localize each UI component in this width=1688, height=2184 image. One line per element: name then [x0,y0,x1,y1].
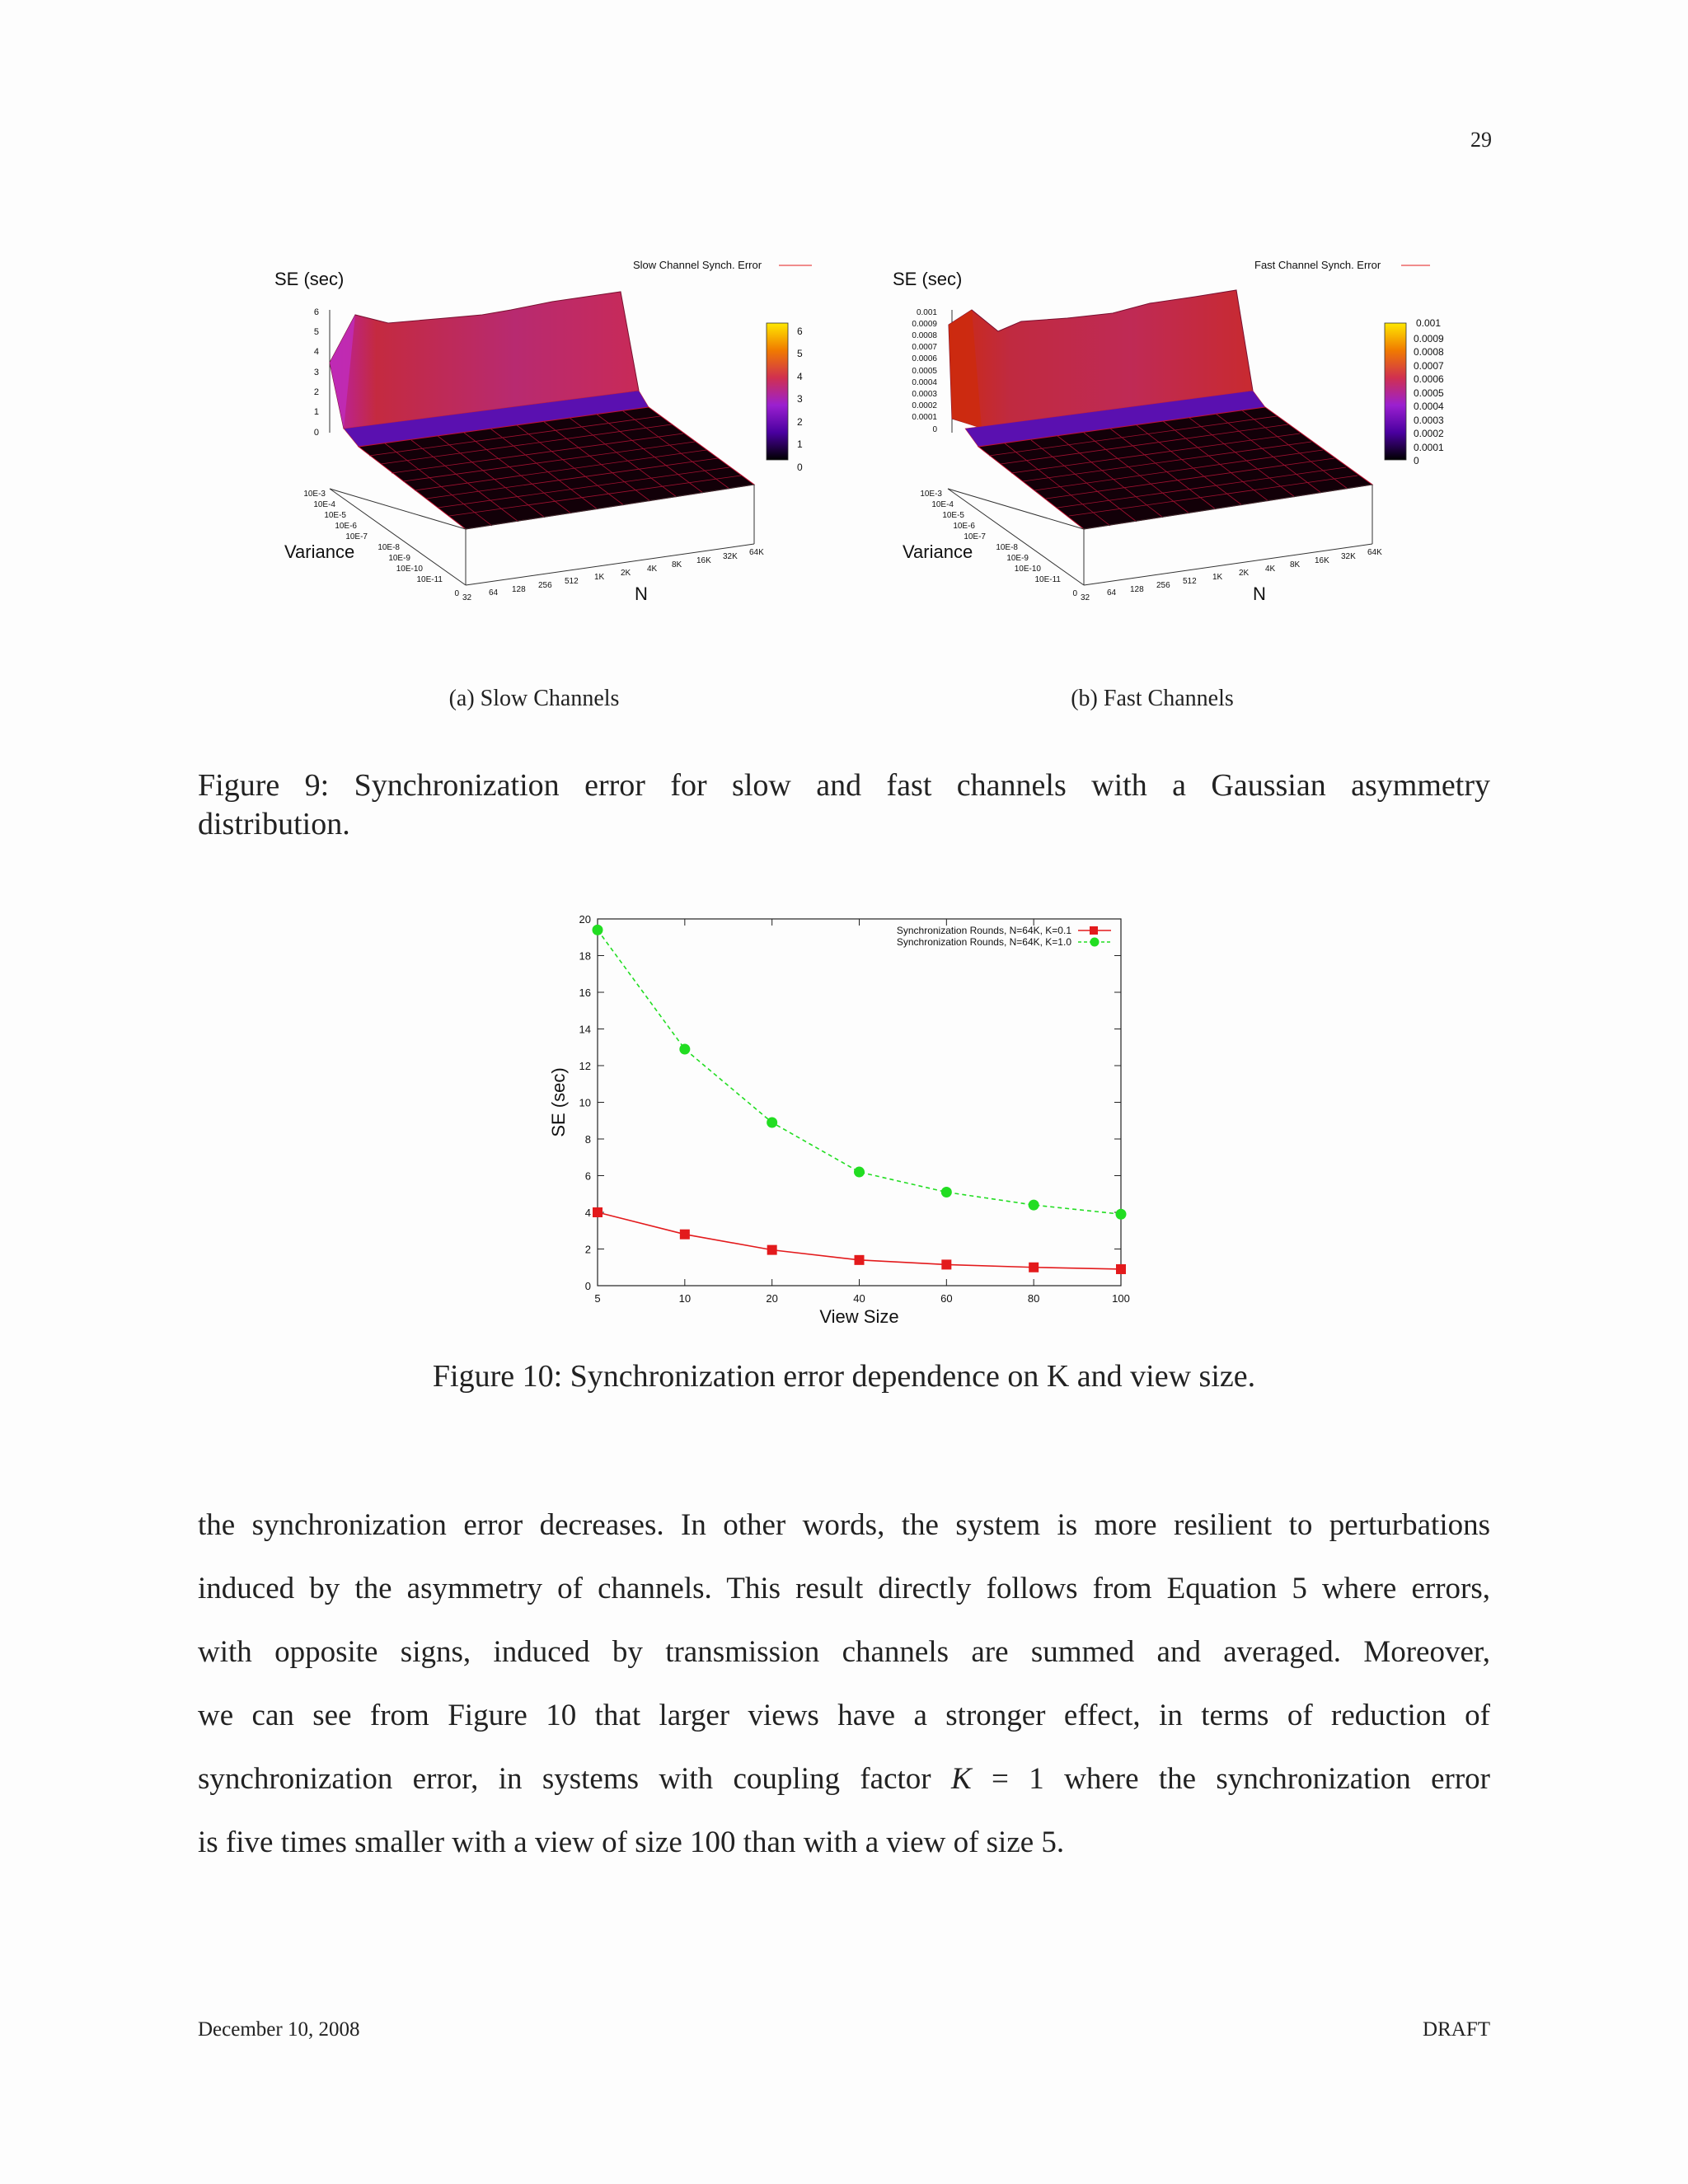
body-line-2: induced by the asymmetry of channels. This result directly follows from Equation 5 where errors, [198,1572,1490,1605]
svg-text:0.0004: 0.0004 [912,378,937,387]
svg-text:512: 512 [565,577,579,586]
svg-text:8K: 8K [1290,560,1301,569]
y-tick-label: 8 [584,1133,591,1146]
body-line-5-b: where the synchronization error [1064,1762,1491,1796]
svg-text:0.0009: 0.0009 [1414,333,1444,344]
data-point-k10 [1029,1200,1039,1211]
data-point-k10 [767,1117,777,1127]
figure9-caption-line2: distribution. [198,807,350,841]
y-tick-label: 0 [584,1280,591,1292]
svg-text:10E-11: 10E-11 [1034,575,1061,584]
body-line-4: we can see from Figure 10 that larger views have a stronger effect, in terms of reduction of [198,1699,1490,1732]
y-tick-label: 2 [584,1243,591,1256]
svg-text:1: 1 [797,438,803,450]
figure10-caption: Figure 10: Synchronization error dependence on K and view size. [432,1359,1256,1394]
data-point-k01 [680,1230,690,1240]
svg-text:2K: 2K [621,569,631,578]
n-label-a: N [635,583,648,604]
x-tick-label: 10 [678,1292,692,1305]
svg-text:32: 32 [1081,593,1090,602]
page-number: 29 [1470,128,1492,152]
svg-text:10E-8: 10E-8 [377,543,400,552]
data-point-k01 [1029,1263,1039,1272]
svg-text:10E-8: 10E-8 [996,543,1018,552]
svg-text:4K: 4K [1265,565,1276,574]
svg-text:0: 0 [932,425,937,434]
svg-text:16K: 16K [1315,556,1329,565]
svg-text:3: 3 [313,368,319,377]
ylabel-b: SE (sec) [893,269,963,289]
svg-text:0.0004: 0.0004 [1414,401,1444,412]
body-line-6: is five times smaller with a view of size 100 than with a view of size 5. [198,1825,1065,1859]
svg-text:0: 0 [1072,589,1077,598]
variance-label-a: Variance [284,541,355,562]
data-point-k10 [679,1043,690,1054]
x-tick-label: 40 [853,1292,865,1305]
svg-text:64: 64 [489,588,499,598]
svg-text:0: 0 [313,428,319,438]
svg-text:4: 4 [313,347,319,357]
legend-a: Slow Channel Synch. Error [633,259,762,271]
svg-text:0.0005: 0.0005 [912,367,937,376]
subcaption-a: (a) Slow Channels [448,686,620,711]
ylabel-a: SE (sec) [274,269,345,289]
data-point-k10 [1116,1209,1127,1220]
svg-text:0: 0 [1414,455,1419,466]
svg-text:10E-11: 10E-11 [416,575,443,584]
svg-text:256: 256 [1156,581,1170,590]
footer-status: DRAFT [1423,2018,1490,2041]
svg-text:0.0007: 0.0007 [912,343,937,352]
svg-text:128: 128 [512,585,526,594]
svg-text:3: 3 [797,393,803,405]
svg-text:4K: 4K [647,565,658,574]
svg-text:64: 64 [1107,588,1117,598]
svg-text:10E-5: 10E-5 [324,511,346,520]
y-tick-label: 18 [579,949,591,963]
svg-text:2: 2 [313,387,319,397]
svg-text:1: 1 [313,407,319,417]
svg-text:0.0003: 0.0003 [1414,415,1444,426]
svg-text:512: 512 [1183,577,1197,586]
x-tick-label: 20 [766,1292,778,1305]
x-tick-label: 100 [1112,1292,1130,1305]
x-tick-label: 60 [940,1292,953,1305]
subcaption-b: (b) Fast Channels [1071,686,1234,711]
svg-text:64K: 64K [1367,548,1382,557]
svg-text:2K: 2K [1239,569,1250,578]
svg-text:0.0008: 0.0008 [1414,346,1444,358]
y-tick-label: 4 [584,1207,591,1219]
svg-text:0: 0 [454,589,459,598]
body-line-1: the synchronization error decreases. In other words, the system is more resilient to perturbations [198,1508,1490,1542]
svg-text:0.0007: 0.0007 [1414,360,1444,372]
svg-text:10E-3: 10E-3 [920,490,942,499]
colorbar-a [767,323,788,460]
svg-text:0.0001: 0.0001 [1414,442,1444,453]
svg-text:0.0009: 0.0009 [912,320,937,329]
figure10-chart [536,898,1146,1327]
svg-text:4: 4 [797,371,803,382]
body-line-3: with opposite signs, induced by transmission channels are summed and averaged. Moreover, [198,1635,1490,1669]
data-point-k01 [767,1245,777,1255]
figure9-caption: Figure 9: Synchronization error for slow and fast channels with a Gaussian asymmetry [198,768,1490,803]
svg-text:10E-5: 10E-5 [942,511,964,520]
n-label-b: N [1253,583,1266,604]
math-eq: = 1 [971,1762,1065,1796]
svg-text:10E-3: 10E-3 [303,490,326,499]
svg-text:64K: 64K [749,548,764,557]
data-point-k01 [941,1259,951,1269]
data-point-k01 [593,1207,603,1217]
surface-plot-slow [268,255,795,610]
y-tick-label: 14 [579,1023,591,1036]
svg-text:1K: 1K [594,573,605,582]
data-point-k10 [941,1187,952,1197]
svg-text:6: 6 [797,326,803,337]
svg-text:2: 2 [797,416,803,428]
body-line-5-a: synchronization error, in systems with coupling factor [198,1762,931,1796]
svg-text:10E-9: 10E-9 [1006,554,1029,563]
svg-text:10E-10: 10E-10 [1014,565,1041,574]
x-tick-label: 80 [1027,1292,1040,1305]
svg-text:0.0002: 0.0002 [1414,428,1444,439]
svg-text:10E-7: 10E-7 [964,532,986,541]
legend-marker [1090,926,1098,935]
svg-text:10E-6: 10E-6 [953,522,975,531]
colorbar-labels-b [1414,318,1479,483]
data-point-k01 [1116,1264,1126,1274]
svg-text:0.0003: 0.0003 [912,390,937,399]
svg-text:0.0002: 0.0002 [912,401,937,410]
svg-text:10E-7: 10E-7 [345,532,368,541]
svg-text:16K: 16K [696,556,711,565]
data-point-k01 [855,1255,865,1265]
svg-text:10E-6: 10E-6 [335,522,357,531]
legend-label: Synchronization Rounds, N=64K, K=0.1 [896,925,1071,936]
svg-text:0.001: 0.001 [1416,317,1442,329]
svg-text:6: 6 [313,307,319,317]
svg-text:0.001: 0.001 [916,308,937,317]
data-point-k10 [854,1167,865,1178]
x-axis-label: View Size [819,1306,899,1327]
svg-text:0.0008: 0.0008 [912,331,937,340]
svg-text:5: 5 [313,327,319,337]
svg-text:10E-4: 10E-4 [313,500,335,509]
legend-label: Synchronization Rounds, N=64K, K=1.0 [896,936,1071,948]
footer-date: December 10, 2008 [198,2018,360,2041]
svg-text:0: 0 [797,462,803,473]
svg-text:0.0005: 0.0005 [1414,387,1444,399]
y-tick-label: 6 [584,1169,591,1183]
plot-frame [598,919,1121,1286]
variance-label-b: Variance [903,541,973,562]
svg-text:32K: 32K [1341,552,1356,561]
svg-text:8K: 8K [672,560,682,569]
svg-text:128: 128 [1130,585,1144,594]
body-text [198,1493,1490,1874]
svg-text:10E-10: 10E-10 [396,565,423,574]
svg-text:256: 256 [538,581,552,590]
svg-text:0.0006: 0.0006 [912,354,937,363]
y-tick-label: 16 [579,987,591,999]
figure9-panel-b [886,255,1444,610]
svg-text:10E-4: 10E-4 [931,500,954,509]
svg-text:1K: 1K [1212,573,1223,582]
y-tick-label: 20 [579,913,591,926]
svg-text:5: 5 [797,348,803,359]
body-line-5 [198,1747,1490,1811]
y-axis-label: SE (sec) [548,1067,569,1137]
x-tick-label: 5 [594,1292,601,1305]
surface-plot-fast [886,255,1442,610]
legend-b: Fast Channel Synch. Error [1254,259,1381,271]
math-K: K [950,1762,972,1796]
svg-text:10E-9: 10E-9 [388,554,410,563]
y-tick-label: 10 [579,1096,591,1109]
svg-text:32K: 32K [723,552,738,561]
legend-marker [1090,938,1100,947]
colorbar-b [1385,323,1406,460]
svg-text:32: 32 [462,593,472,602]
colorbar-labels-a [794,318,827,483]
svg-text:0.0001: 0.0001 [912,413,937,422]
svg-text:0.0006: 0.0006 [1414,373,1444,385]
data-point-k10 [593,925,603,935]
figure9-panel-a [268,255,803,610]
y-tick-label: 12 [579,1060,591,1072]
